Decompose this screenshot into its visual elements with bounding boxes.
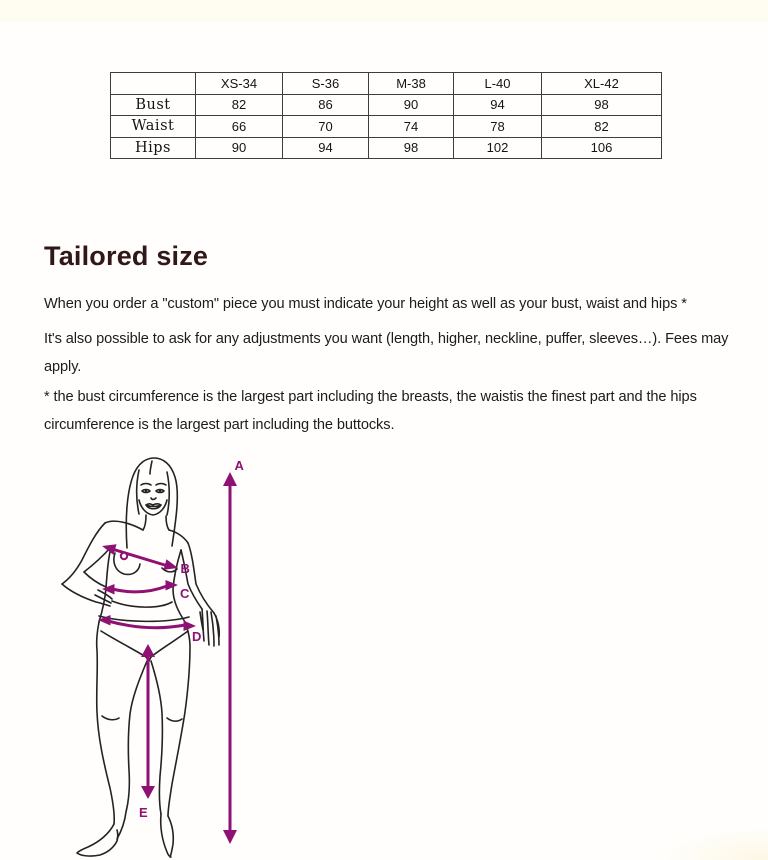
- waist-arrow-head-right: [166, 580, 179, 591]
- hair-part: [150, 461, 152, 474]
- inseam-label: E: [139, 805, 148, 820]
- bust-arrow-head-right: [164, 559, 179, 570]
- right-knee: [167, 718, 182, 721]
- table-header-cell: XL-42: [542, 73, 662, 95]
- woman-figure: [62, 458, 219, 857]
- hair-inner-left: [137, 470, 139, 514]
- left-foot: [77, 824, 118, 856]
- nose: [151, 498, 156, 500]
- left-knee: [102, 716, 119, 720]
- bust-label: B: [180, 561, 190, 576]
- bikini-right-edge: [151, 631, 188, 657]
- face-chin: [139, 500, 167, 515]
- table-cell: 90: [196, 137, 283, 159]
- row-label-bust: Bust: [111, 94, 196, 116]
- paragraph-line: It's also possible to ask for any adjustments you want (length, higher, neckline, puffer, sleeves…). Fees may: [44, 331, 729, 347]
- neck-left: [143, 515, 146, 530]
- left-shoulder: [105, 521, 143, 530]
- waist-label: C: [180, 586, 190, 601]
- table-cell: 94: [454, 94, 542, 116]
- table-cell: 106: [542, 137, 662, 159]
- table-cell: 74: [369, 116, 454, 138]
- table-cell: 94: [283, 137, 369, 159]
- measurement-diagram: [40, 445, 290, 860]
- left-arm-outer: [62, 523, 105, 584]
- waist-arrow: [102, 580, 178, 595]
- height-arrow-head-top: [223, 472, 237, 486]
- table-cell: 66: [196, 116, 283, 138]
- left-forearm-top: [84, 572, 106, 587]
- hips-label: D: [192, 629, 202, 644]
- lips: [146, 504, 161, 509]
- height-arrow-head-bottom: [223, 830, 237, 844]
- table-cell: 82: [542, 116, 662, 138]
- right-hand: [200, 609, 219, 646]
- right-foot: [161, 814, 174, 857]
- paragraph-footnote: [44, 383, 697, 439]
- belly-curve: [112, 601, 172, 607]
- page-title: Tailored size: [44, 241, 209, 271]
- top-strip: [0, 0, 768, 22]
- paragraph-adjustments: [44, 325, 728, 381]
- bikini-left-edge: [101, 631, 146, 657]
- right-shoulder: [169, 530, 188, 543]
- table-corner-cell: [111, 73, 196, 95]
- height-arrow: [223, 472, 237, 844]
- table-cell: 86: [283, 94, 369, 116]
- waist-arrow-shaft: [112, 586, 167, 592]
- row-label-hips: Hips: [111, 137, 196, 159]
- table-header-cell: S-36: [283, 73, 369, 95]
- table-cell: 78: [454, 116, 542, 138]
- table-header-row: [111, 73, 662, 95]
- right-eyebrow: [156, 484, 166, 486]
- right-leg-inner: [151, 661, 162, 814]
- bikini-top: [99, 616, 189, 621]
- table-row-bust: [111, 94, 662, 116]
- neck-right: [166, 516, 169, 530]
- right-leg-outer: [168, 622, 190, 816]
- paragraph-line: When you order a "custom" piece you must indicate your height as well as your bust, waist and hips *: [44, 296, 687, 312]
- inseam-arrow-head-bottom: [141, 786, 155, 799]
- right-pupil: [159, 490, 161, 492]
- table-header-cell: L-40: [454, 73, 542, 95]
- left-forearm-bottom: [62, 584, 110, 606]
- table-cell: 98: [369, 137, 454, 159]
- size-table: [110, 72, 662, 159]
- table-header-cell: M-38: [369, 73, 454, 95]
- table-cell: 90: [369, 94, 454, 116]
- row-label-waist: Waist: [111, 116, 196, 138]
- table-cell: 102: [454, 137, 542, 159]
- table-header-cell: XS-34: [196, 73, 283, 95]
- paragraph-line: * the bust circumference is the largest part including the breasts, the waistis the finest part and the hips: [44, 389, 697, 405]
- height-label: A: [234, 458, 244, 473]
- left-pupil: [145, 490, 147, 492]
- table-row-waist: [111, 116, 662, 138]
- corner-tint: [658, 826, 768, 860]
- inseam-arrow-head-top: [141, 644, 155, 657]
- paragraph-custom-order: [44, 290, 687, 318]
- bust-circle-marker: [121, 553, 127, 559]
- left-eyebrow: [141, 484, 151, 486]
- table-cell: 98: [542, 94, 662, 116]
- table-cell: 70: [283, 116, 369, 138]
- paragraph-line: circumference is the largest part including the buttocks.: [44, 417, 395, 433]
- table-cell: 82: [196, 94, 283, 116]
- hair-inner-right: [167, 472, 169, 515]
- left-leg-outer: [97, 622, 115, 824]
- right-arm-outer: [188, 543, 214, 613]
- table-row-hips: [111, 137, 662, 159]
- paragraph-line: apply.: [44, 359, 82, 375]
